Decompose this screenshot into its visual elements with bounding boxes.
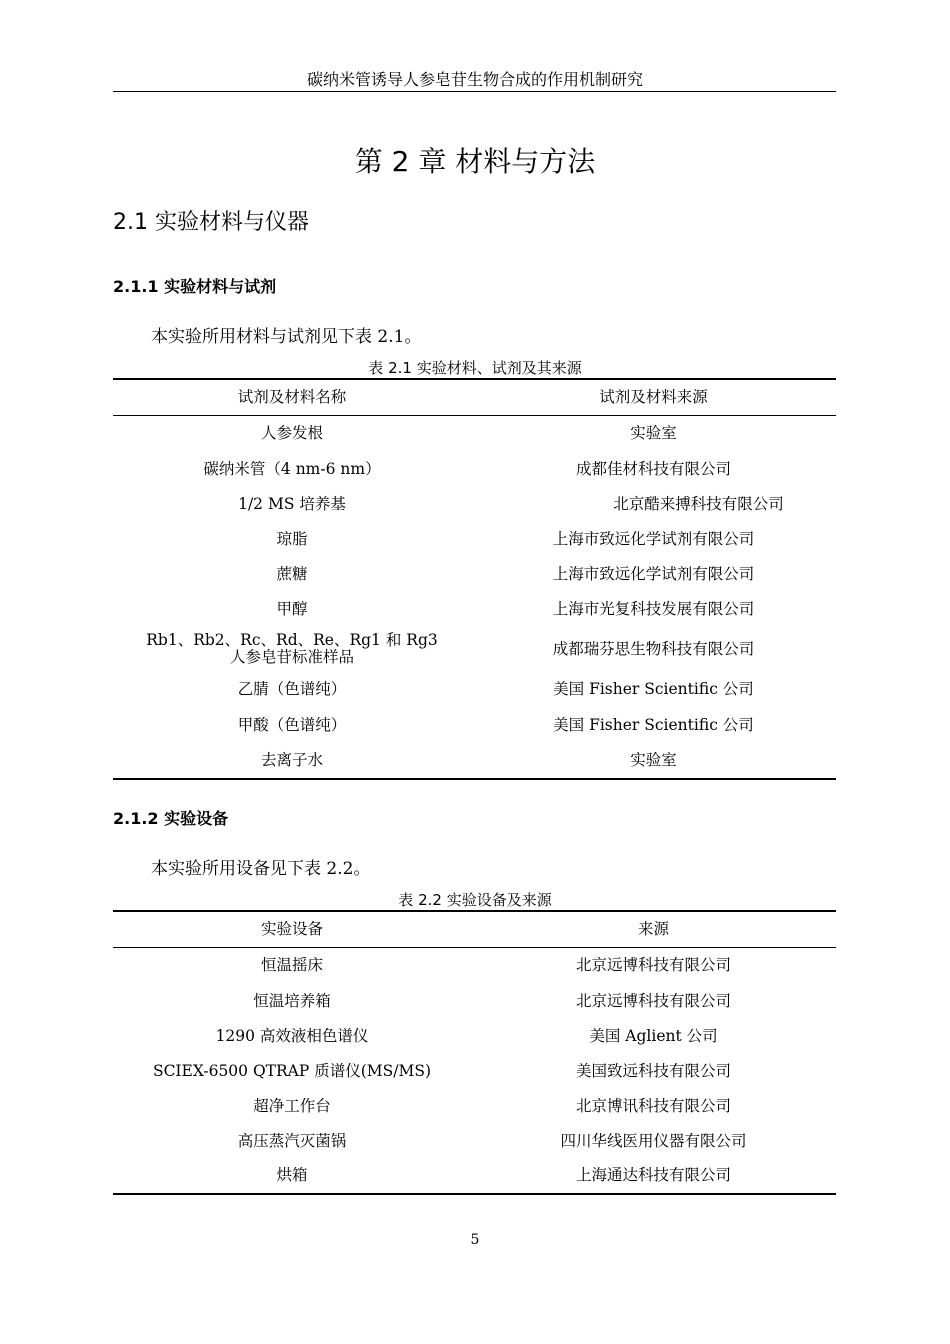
materials-table [113, 378, 836, 780]
table-row [113, 1159, 836, 1194]
table-cell: 美国 Aglient 公司 [589, 1026, 718, 1045]
table-cell: 乙腈（色谱纯） [237, 680, 347, 698]
equipment-table [113, 910, 836, 1195]
table-row [113, 708, 836, 744]
table-cell: 恒温摇床 [260, 956, 323, 975]
header-rule [113, 91, 836, 92]
table-cell: 1/2 MS 培养基 [238, 494, 346, 513]
table-row [113, 1124, 836, 1159]
table-header-row [113, 911, 836, 948]
table-cell: SCIEX-6500 QTRAP 质谱仪(MS/MS) [152, 1061, 432, 1080]
table-cell: 上海市致远化学试剂有限公司 [552, 564, 755, 583]
column-header: 来源 [471, 911, 836, 948]
subsection-heading-materials: 2.1.1 实验材料与试剂 [113, 277, 277, 296]
table-cell: 成都佳材科技有限公司 [575, 459, 731, 478]
paragraph-equipment: 本实验所用设备见下表 2.2。 [151, 859, 371, 879]
subsection-heading-equipment: 2.1.2 实验设备 [113, 809, 229, 828]
running-header: 碳纳米管诱导人参皂苷生物合成的作用机制研究 [306, 70, 643, 89]
table-row [113, 416, 836, 452]
table-cell: 人参发根 [260, 424, 323, 443]
table-row [113, 452, 836, 487]
table-cell: 北京酷来搏科技有限公司 [613, 494, 784, 513]
table-cell: 北京远博科技有限公司 [575, 956, 731, 975]
column-header: 试剂及材料来源 [471, 379, 836, 416]
table-cell: 恒温培养箱 [253, 991, 331, 1010]
table-cell: 甲醇 [276, 599, 308, 618]
table-cell: 蔗糖 [276, 564, 308, 583]
table1-caption: 表 2.1 实验材料、试剂及其来源 [368, 359, 582, 377]
table-row [113, 627, 836, 672]
table-row [113, 1089, 836, 1124]
table-header-row [113, 379, 836, 416]
paragraph-materials: 本实验所用材料与试剂见下表 2.1。 [151, 327, 422, 347]
page-number: 5 [470, 1232, 480, 1248]
column-header: 试剂及材料名称 [113, 379, 471, 416]
table-cell: 高压蒸汽灭菌锅 [237, 1131, 347, 1150]
table-cell: 烘箱 [113, 1159, 471, 1194]
table-row [113, 744, 836, 779]
chapter-title: 第 2 章 材料与方法 [354, 145, 596, 178]
table-row [113, 948, 836, 984]
table-row [113, 522, 836, 557]
table-cell: 甲酸（色谱纯） [237, 716, 347, 734]
table-cell: 上海通达科技有限公司 [471, 1159, 836, 1194]
column-header: 实验设备 [113, 911, 471, 948]
table-cell [113, 627, 471, 672]
table-row [113, 487, 836, 522]
table-cell: 美国 Fisher Scientific 公司 [553, 716, 754, 734]
table-cell: 北京博讯科技有限公司 [575, 1096, 731, 1115]
table-row [113, 1019, 836, 1054]
table2-caption: 表 2.2 实验设备及来源 [398, 891, 552, 909]
table-cell: 北京远博科技有限公司 [575, 991, 731, 1010]
table-cell: 成都瑞芬思生物科技有限公司 [552, 639, 755, 658]
cell-line: 人参皂苷标准样品 [229, 648, 354, 666]
table-cell: 碳纳米管（4 nm-6 nm） [203, 459, 381, 478]
table-cell: 实验室 [630, 424, 677, 443]
table-cell: 去离子水 [113, 744, 471, 779]
table-row [113, 557, 836, 592]
table-row [113, 592, 836, 627]
table-row [113, 672, 836, 708]
table-row [113, 984, 836, 1019]
section-heading: 2.1 实验材料与仪器 [113, 210, 309, 235]
table-cell: 1290 高效液相色谱仪 [215, 1026, 369, 1045]
table-cell: 琼脂 [276, 529, 308, 548]
table-cell: 上海市光复科技发展有限公司 [552, 599, 755, 618]
table-cell: 美国致远科技有限公司 [575, 1061, 731, 1080]
table-cell: 上海市致远化学试剂有限公司 [552, 529, 755, 548]
table-cell: 美国 Fisher Scientific 公司 [553, 680, 754, 698]
table-cell: 实验室 [471, 744, 836, 779]
cell-line: Rb1、Rb2、Rc、Rd、Re、Rg1 和 Rg3 [146, 631, 438, 649]
table-row [113, 1054, 836, 1089]
table-cell: 四川华线医用仪器有限公司 [560, 1131, 747, 1150]
table-cell: 超净工作台 [253, 1096, 331, 1115]
